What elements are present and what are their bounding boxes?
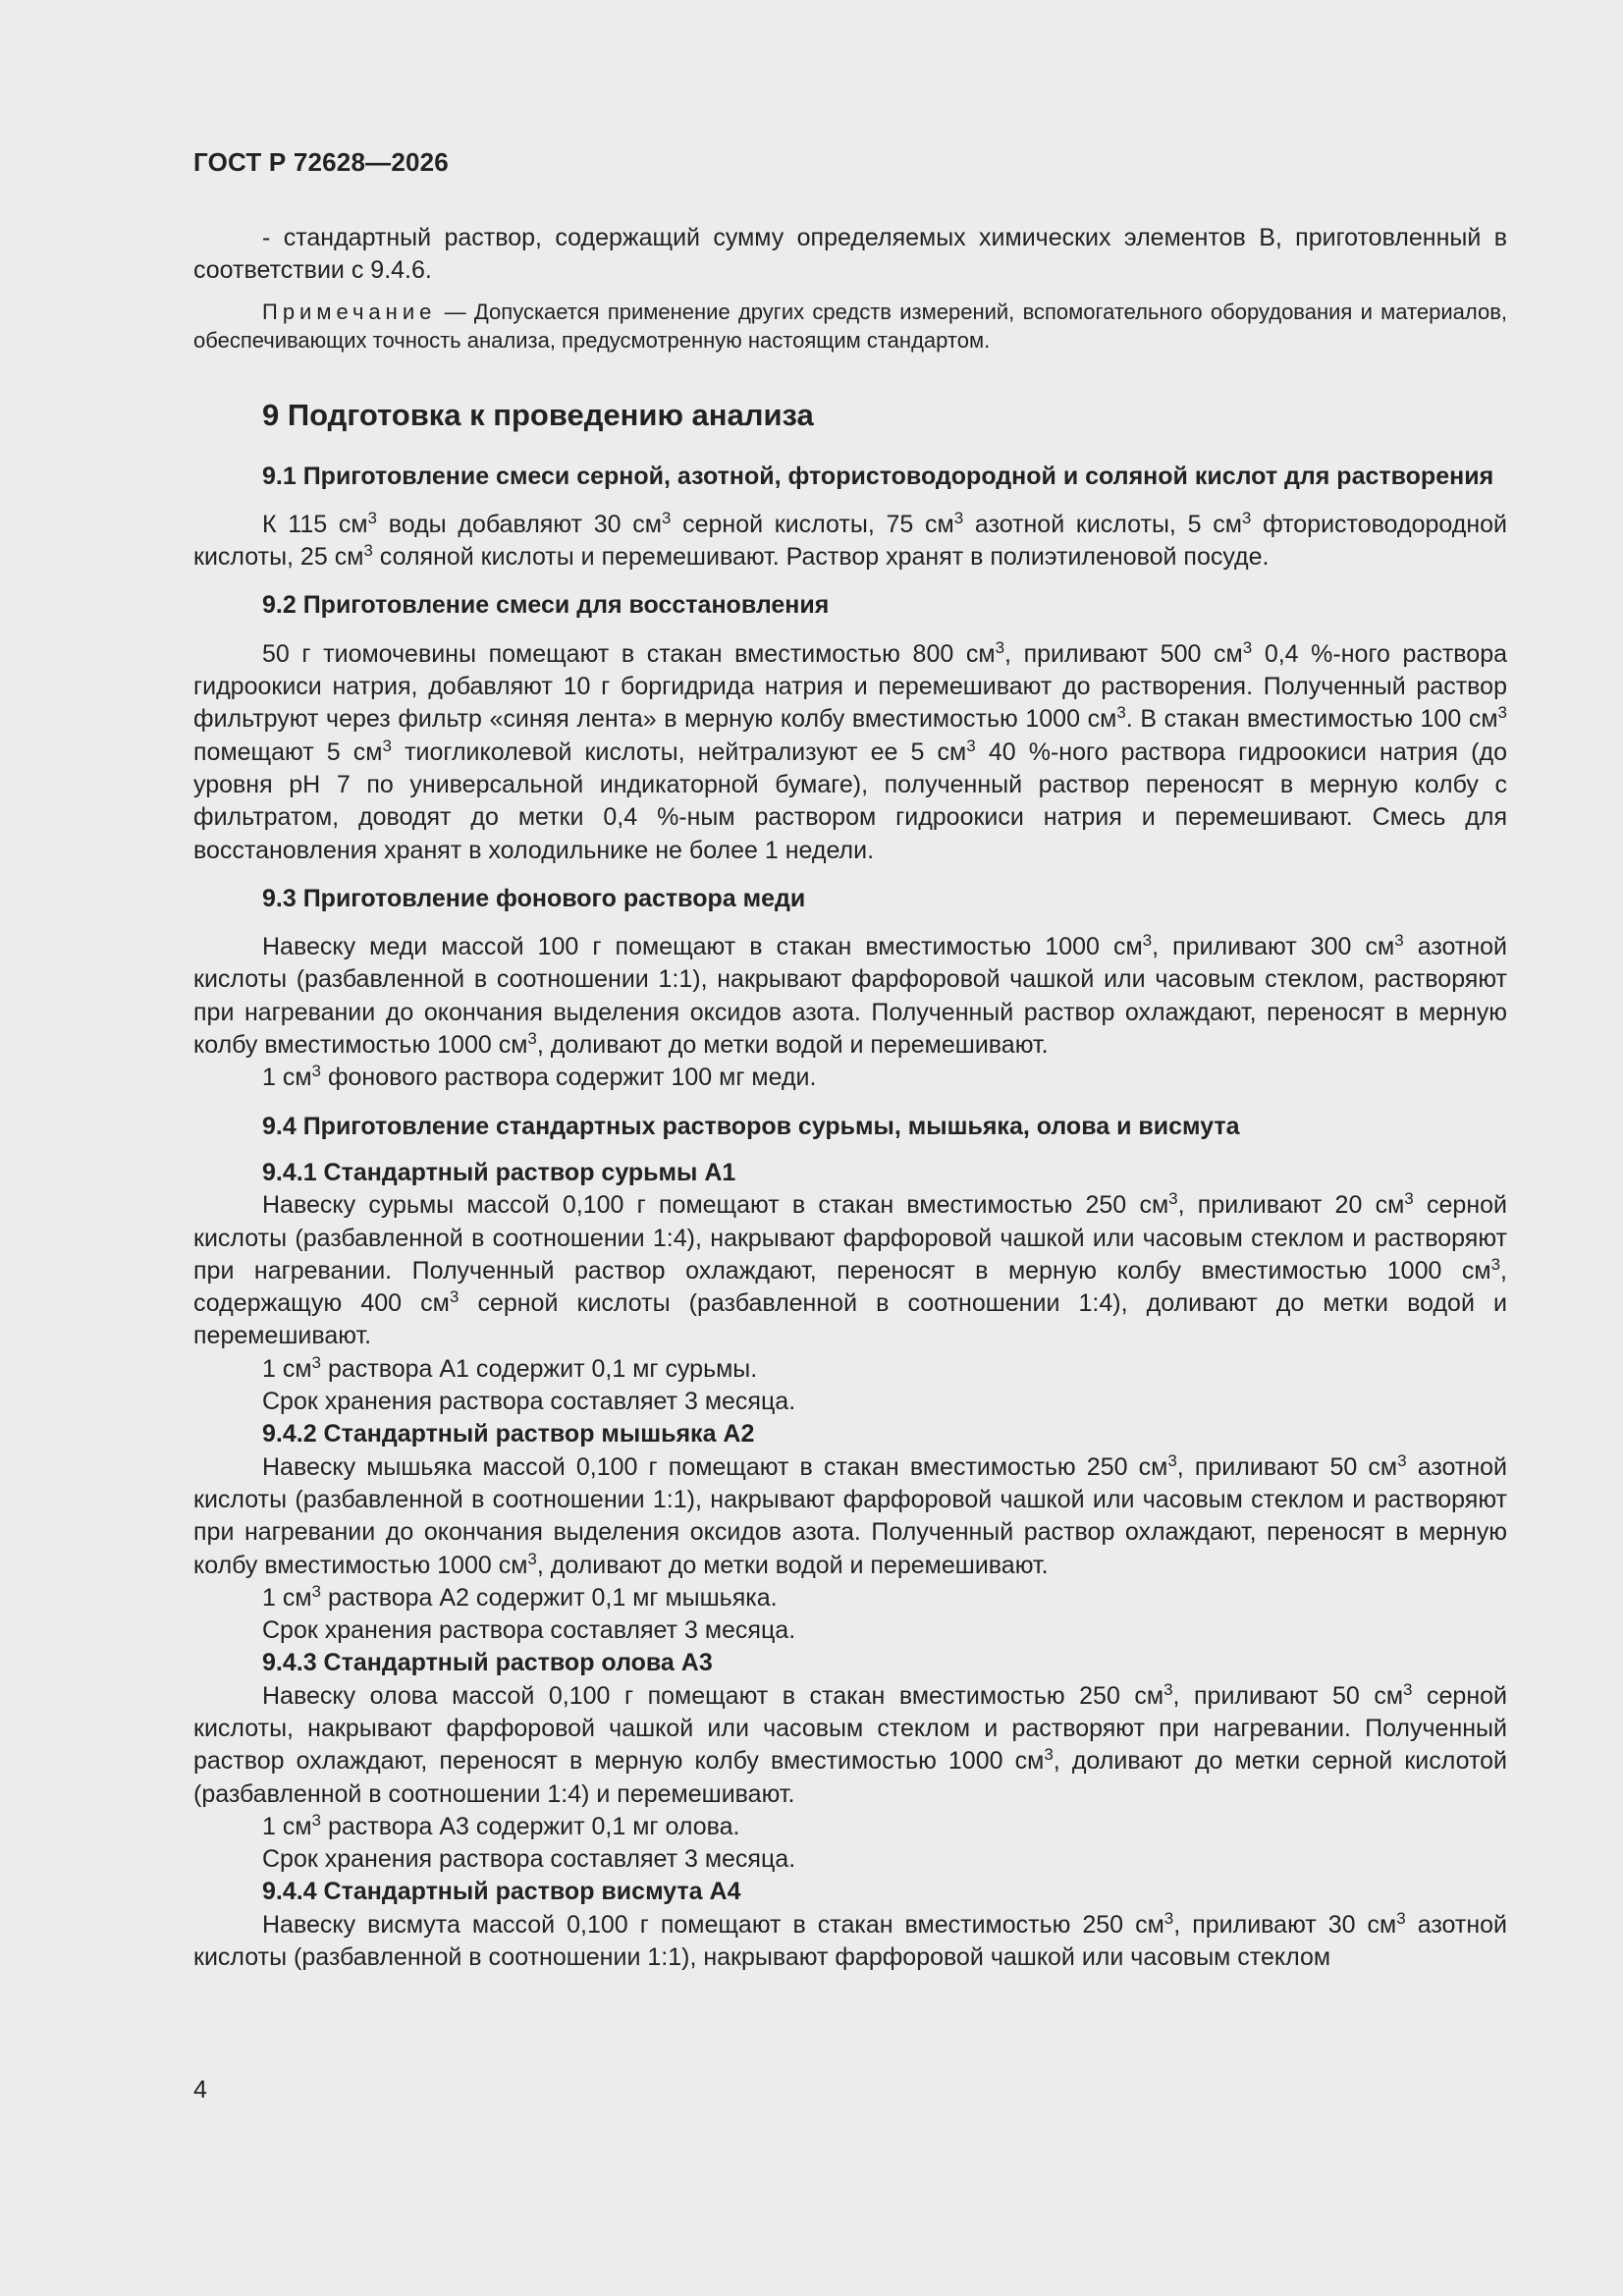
paragraph: 50 г тиомочевины помещают в стакан вместимостью 800 $см^3$, приливают 500 $см^3$ 0,4 %-ного раствора гидроокиси натрия, добавляют 10 г боргидрида натрия и перемешивают до растворения. Полученный раствор фильтруют через фильтр «синяя лента» в мерную колбу вместимостью 1000 $см^3$. В стакан вместимостью 100 $см^3$ помещают 5 $см^3$ тиогликолевой кислоты, нейтрализуют ее 5 $см^3$ 40 %-ного раствора гидроокиси натрия (до уровня рН 7 по универсальной индикаторной бумаге), полученный раствор переносят в мерную колбу с фильтратом, доводят до метки 0,4 %-ным раствором гидроокиси натрия и перемешивают. Смесь для восстановления хранят в холодильнике не более 1 недели.	[193, 637, 1508, 864]
clause-heading: 9.4.3 Стандартный раствор олова А3	[262, 1649, 713, 1677]
paragraph: Срок хранения раствора составляет 3 месяца.	[262, 1845, 796, 1874]
page-number: 4	[193, 2076, 207, 2104]
paragraph: 1 $см^3$ раствора А2 содержит 0,1 мг мышьяка.	[262, 1581, 778, 1612]
document-header: ГОСТ Р 72628—2026	[193, 147, 449, 177]
paragraph: Навеску сурьмы массой 0,100 г помещают в стакан вместимостью 250 $см^3$, приливают 20 $см^3$ серной кислоты (разбавленной в соотношении 1:4), накрывают фарфоровой чашкой или часовым стеклом и растворяют при нагревании. Полученный раствор охлаждают, переносят в мерную колбу вместимостью 1000 $см^3$, содержащую 400 $см^3$ серной кислоты (разбавленной в соотношении 1:4), доливают до метки водой и перемешивают.	[193, 1189, 1507, 1350]
paragraph: Навеску олова массой 0,100 г помещают в стакан вместимостью 250 $см^3$, приливают 50 $см^3$ серной кислоты, накрывают фарфоровой чашкой или часовым стеклом и растворяют при нагревании. Полученный раствор охлаждают, переносят в мерную колбу вместимостью 1000 $см^3$, доливают до метки серной кислотой (разбавленной в соотношении 1:4) и перемешивают.	[193, 1679, 1508, 1808]
paragraph: Навеску висмута массой 0,100 г помещают в стакан вместимостью 250 $см^3$, приливают 30 $см^3$ азотной кислоты (разбавленной в соотношении 1:1), накрывают фарфоровой чашкой или часовым стеклом	[193, 1908, 1507, 1972]
clause-heading: 9.4.4 Стандартный раствор висмута А4	[262, 1878, 741, 1906]
paragraph: 1 $см^3$ фонового раствора содержит 100 мг меди.	[262, 1062, 817, 1092]
paragraph: Срок хранения раствора составляет 3 месяца.	[262, 1388, 796, 1416]
subsection-heading: 9.4 Приготовление стандартных растворов сурьмы, мышьяка, олова и висмута	[262, 1112, 1240, 1140]
subsection-heading: 9.3 Приготовление фонового раствора меди	[262, 884, 806, 912]
paragraph: Навеску меди массой 100 г помещают в стакан вместимостью 1000 $см^3$, приливают 300 $см^3$ азотной кислоты (разбавленной в соотношении 1:1), накрывают фарфоровой чашкой или часовым стеклом, растворяют при нагревании до окончания выделения оксидов азота. Полученный раствор охлаждают, переносят в мерную колбу вместимостью 1000 $см^3$, доливают до метки водой и перемешивают.	[193, 931, 1507, 1060]
note-text: — Допускается применение других средств измерений, вспомогательного оборудования и материалов, обеспечивающих точность анализа, предусмотренную настоящим стандартом.	[193, 299, 1507, 353]
paragraph: Навеску мышьяка массой 0,100 г помещают в стакан вместимостью 250 $см^3$, приливают 50 $см^3$ азотной кислоты (разбавленной в соотношении 1:1), накрывают фарфоровой чашкой или часовым стеклом и растворяют при нагревании до окончания выделения оксидов азота. Полученный раствор охлаждают, переносят в мерную колбу вместимостью 1000 $см^3$, доливают до метки водой и перемешивают.	[193, 1450, 1508, 1579]
list-item: - стандартный раствор, содержащий сумму определяемых химических элементов В, приготовленный в соответствии с 9.4.6.	[193, 224, 1507, 285]
note-label: Примечание	[262, 299, 437, 324]
clause-heading: 9.4.2 Стандартный раствор мышьяка А2	[262, 1420, 755, 1449]
subsection-heading: 9.2 Приготовление смеси для восстановления	[262, 591, 830, 620]
subsection-heading: 9.1 Приготовление смеси серной, азотной, фтористоводородной и соляной кислот для растворения	[262, 462, 1494, 490]
clause-heading: 9.4.1 Стандартный раствор сурьмы А1	[262, 1158, 736, 1186]
paragraph: Срок хранения раствора составляет 3 месяца.	[262, 1616, 796, 1645]
paragraph: 1 $см^3$ раствора А1 содержит 0,1 мг сурьмы.	[262, 1352, 758, 1383]
document-body	[193, 222, 1507, 1974]
section-heading: 9 Подготовка к проведению анализа	[262, 397, 814, 432]
paragraph: 1 $см^3$ раствора А3 содержит 0,1 мг олова.	[262, 1810, 740, 1840]
note	[193, 298, 1507, 355]
paragraph: К 115 $см^3$ воды добавляют 30 $см^3$ серной кислоты, 75 $см^3$ азотной кислоты, 5 $см^3$ фтористоводородной кислоты, 25 $см^3$ соляной кислоты и перемешивают. Раствор хранят в полиэтиленовой посуде.	[193, 508, 1507, 572]
